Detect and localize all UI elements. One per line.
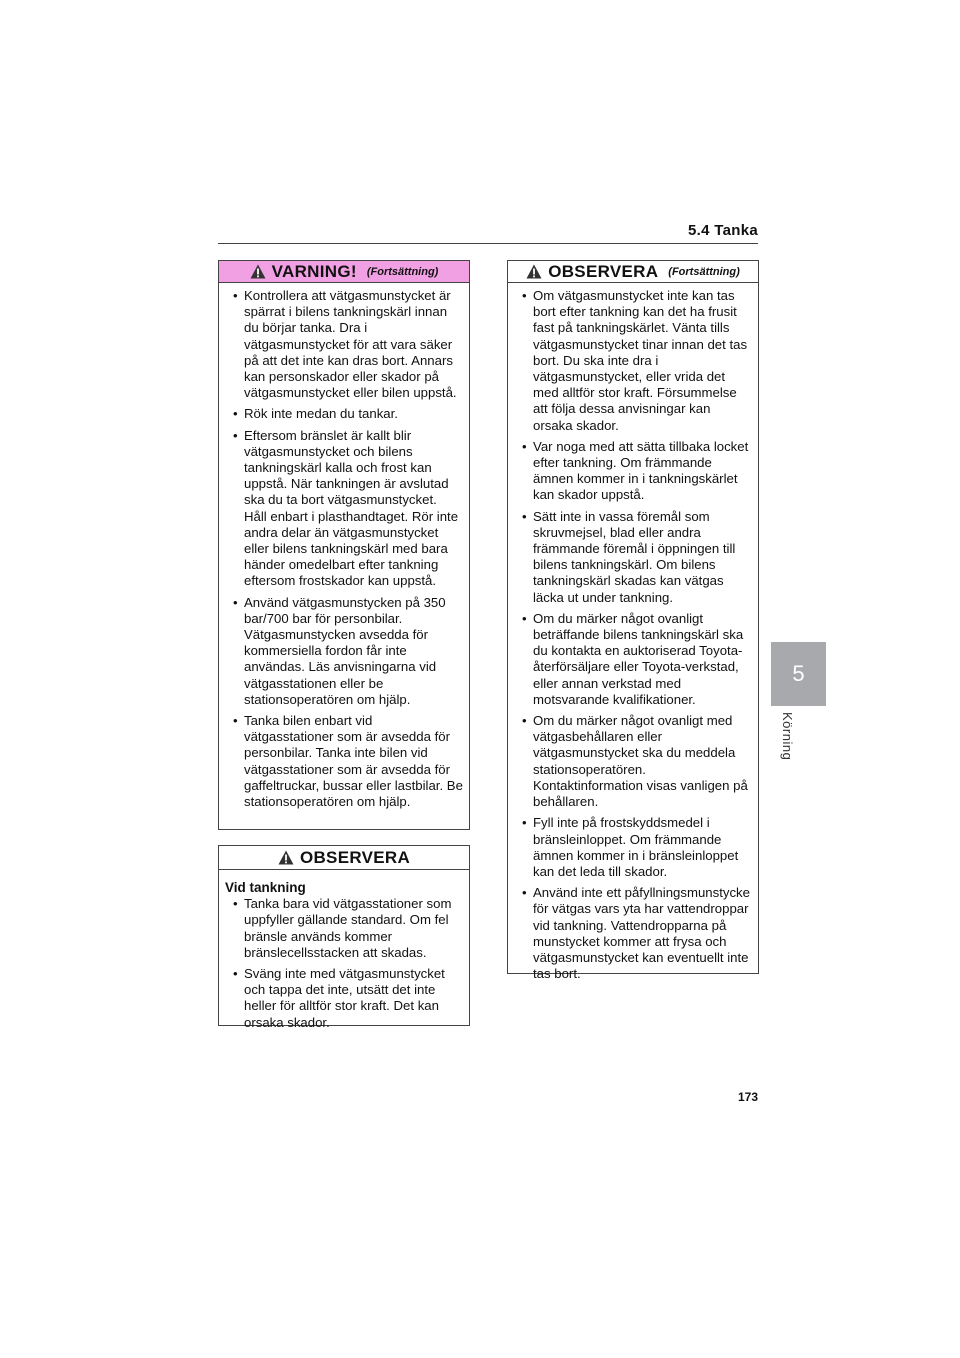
- warning-item: • Eftersom bränslet är kallt blir vätgasmunstycket och bilens tankningskärl kalla och frost kan uppstå. När tankningen är avslutad ska du ta bort vätgasmunstycket. Håll enbart i plasthandtaget. Rör inte andra delar än vätgasmunstycket eller bilens tankningskärl med bara händer omedelbart efter tankning eftersom frostskador kan uppstå.: [225, 428, 463, 590]
- warning-item: • Rök inte medan du tankar.: [225, 406, 463, 422]
- header-divider: [218, 243, 758, 244]
- notice-continued-body: [508, 283, 758, 993]
- notice-continued-item: • Om du märker något ovanligt beträffande bilens tankningskärl ska du kontakta en auktoriserad Toyota-återförsäljare eller Toyota-verkstad, eller annan verkstad med motsvarande kvalifikationer.: [514, 611, 752, 708]
- caution-triangle-icon: [526, 264, 542, 279]
- notice-continued-title: OBSERVERA: [548, 261, 659, 281]
- warning-subtitle: (Fortsättning): [366, 265, 439, 278]
- notice-continued-item: • Fyll inte på frostskyddsmedel i bränsleinloppet. Om främmande ämnen kommer in i bränsleinloppet kan det leda till skador.: [514, 815, 752, 880]
- notice-continued-item: • Om du märker något ovanligt med vätgasbehållaren eller vätgasmunstycket ska du meddela stationsoperatören. Kontaktinformation visas vanligen på behållaren.: [514, 713, 752, 810]
- warning-title: VARNING!: [271, 261, 357, 281]
- notice-item: • Tanka bara vid vätgasstationer som uppfyller gällande standard. Om fel bränsle används kommer bränslecellsstacken att skadas.: [225, 896, 463, 961]
- warning-item: • Tanka bilen enbart vid vätgasstationer som är avsedda för personbilar. Tanka inte bilen vid vätgasstationer som är avsedda för gaffeltruckar, bussar eller lastbilar. Be stationsoperatören om hjälp.: [225, 713, 463, 810]
- notice-continued-subtitle: (Fortsättning): [668, 265, 740, 278]
- warning-box: [218, 260, 470, 830]
- warning-header: [219, 261, 469, 283]
- notice-continued-item: • Använd inte ett påfyllningsmunstycke för vätgas vars yta har vattendroppar vid tankning. Vattendropparna på munstycket kommer att frysa och vätgasmunstycket kan eventuellt inte tas bort.: [514, 885, 752, 982]
- chapter-number: 5: [792, 661, 805, 686]
- page-number: 173: [737, 1090, 758, 1104]
- notice-body: [219, 870, 469, 1042]
- caution-triangle-icon: [278, 850, 294, 865]
- notice-subheading: Vid tankning: [225, 880, 306, 895]
- chapter-tab[interactable]: [771, 642, 826, 706]
- warning-triangle-icon: [250, 264, 266, 279]
- notice-continued-item: • Sätt inte in vassa föremål som skruvmejsel, blad eller andra främmande föremål i öppningen till bilens tankningskärl. Om bilens tankningskärl skadas kan vätgas läcka ut under tankning.: [514, 509, 752, 606]
- notice-continued-item: • Om vätgasmunstycket inte kan tas bort efter tankning kan det ha frusit fast på tankningskärlet. Vänta tills vätgasmunstycket tinar innan det tas bort. Du ska inte dra i vätgasmunstycket, eller vrida det med alltför stor kraft. Försummelse att följa dessa anvisningar kan orsaka skador.: [514, 288, 752, 434]
- notice-header: [219, 846, 469, 870]
- notice-box: [218, 845, 470, 1030]
- warning-item: • Använd vätgasmunstycken på 350 bar/700 bar för personbilar. Vätgasmunstycken avsedda för kommersiella fordon får inte användas. Läs anvisningarna vid vätgasstationen eller be stationsoperatören om hjälp.: [225, 595, 463, 708]
- chapter-label: Körning: [780, 712, 795, 761]
- notice-continued-item: • Var noga med att sätta tillbaka locket efter tankning. Om främmande ämnen kommer in i tankningskärlet kan skador uppstå.: [514, 439, 752, 504]
- warning-item: • Kontrollera att vätgasmunstycket är spärrat i bilens tankningskärl innan du börjar tanka. Dra i vätgasmunstycket för att vara säker på att det inte kan dras bort. Annars kan personskador eller skador på vätgasmunstycket eller bilen uppstå.: [225, 288, 463, 401]
- notice-title: OBSERVERA: [299, 847, 411, 867]
- section-title: 5.4 Tanka: [688, 222, 758, 239]
- notice-item: • Sväng inte med vätgasmunstycket och tappa det inte, utsätt det inte heller för alltför stor kraft. Det kan orsaka skador.: [225, 966, 463, 1031]
- notice-continued-box: [507, 260, 759, 982]
- warning-body: [219, 283, 469, 821]
- notice-continued-header: [508, 261, 758, 283]
